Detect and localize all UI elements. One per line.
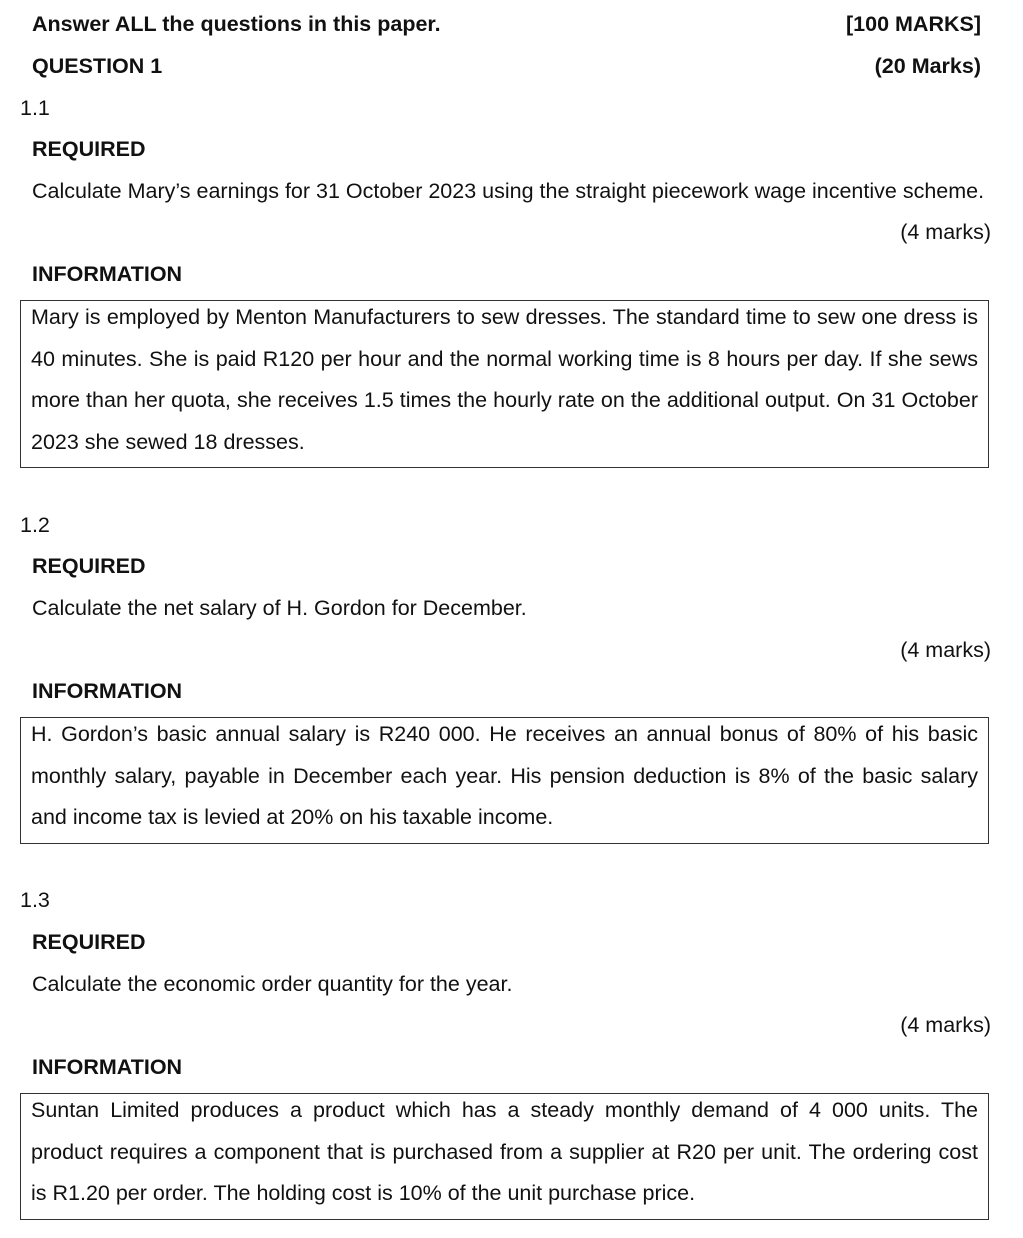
required-text: Calculate the net salary of H. Gordon for December.: [32, 596, 527, 620]
information-text: Suntan Limited produces a product which has a steady monthly demand of 4 000 units. The product requires a component that is purchased from a supplier at R20 per unit. The ordering cost is R1.20 per order. The holding cost is 10% of the unit purchase price.: [31, 1098, 978, 1206]
information-box: [20, 300, 989, 468]
information-box: [20, 717, 989, 844]
section-marks: (4 marks): [900, 220, 991, 244]
question-marks: (20 Marks): [874, 54, 981, 78]
information-box: [20, 1093, 989, 1220]
section-number: 1.2: [20, 513, 50, 537]
required-text: Calculate the economic order quantity for the year.: [32, 972, 513, 996]
information-text: H. Gordon’s basic annual salary is R240 000. He receives an annual bonus of 80% of his basic monthly salary, payable in December each year. His pension deduction is 8% of the basic salary and income tax is levied at 20% on his taxable income.: [31, 722, 978, 830]
total-marks: [100 MARKS]: [846, 12, 981, 36]
information-heading: INFORMATION: [32, 679, 183, 703]
information-heading: INFORMATION: [32, 262, 183, 286]
paper-instruction: Answer ALL the questions in this paper.: [32, 12, 441, 36]
section-marks: (4 marks): [900, 638, 991, 662]
required-heading: REQUIRED: [32, 137, 146, 161]
information-text: Mary is employed by Menton Manufacturers to sew dresses. The standard time to sew one dress is 40 minutes. She is paid R120 per hour and the normal working time is 8 hours per day. If she sews more than her quota, she receives 1.5 times the hourly rate on the additional output. On 31 October 2023 she sewed 18 dresses.: [31, 305, 978, 455]
required-heading: REQUIRED: [32, 930, 146, 954]
information-heading: INFORMATION: [32, 1055, 183, 1079]
required-heading: REQUIRED: [32, 554, 146, 578]
required-text: Calculate Mary’s earnings for 31 October 2023 using the straight piecework wage incentive scheme.: [32, 179, 985, 203]
section-number: 1.3: [20, 888, 50, 912]
question-title: QUESTION 1: [32, 54, 163, 78]
section-number: 1.1: [20, 96, 50, 120]
section-marks: (4 marks): [900, 1013, 991, 1037]
